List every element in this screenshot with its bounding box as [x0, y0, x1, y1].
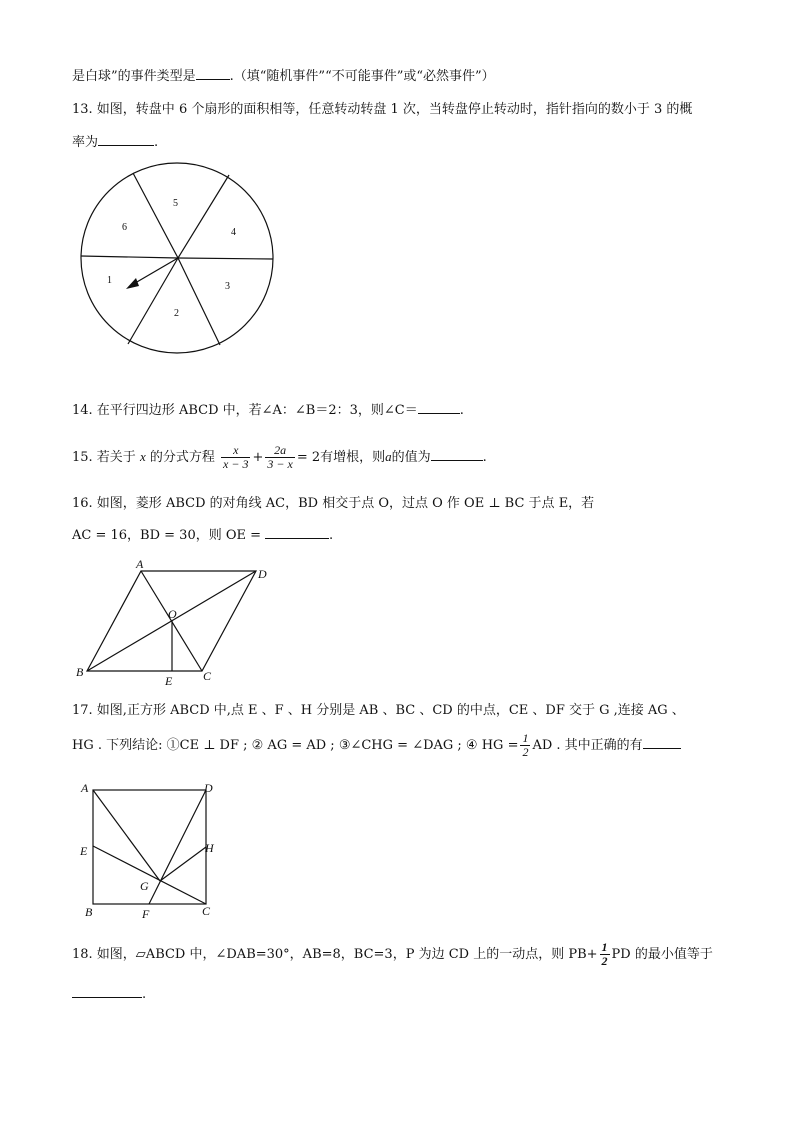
- q17-frac-denominator: 2: [522, 745, 529, 759]
- q18-period: .: [142, 987, 147, 1002]
- q14-line: [72, 401, 464, 419]
- q15-var-x: x: [139, 449, 146, 464]
- q15-text-post2: 的值为: [391, 450, 431, 465]
- q15-var-a: a: [385, 449, 392, 464]
- q15-answer-blank[interactable]: [431, 448, 483, 461]
- square-label-h: H: [205, 841, 214, 855]
- q13-period: .: [154, 135, 159, 150]
- q18-line1: [72, 939, 713, 971]
- q12-text-post: .（填“随机事件”“不可能事件”或“必然事件”）: [229, 69, 495, 84]
- rhombus-label-e: E: [165, 674, 173, 688]
- spinner-pointer: [126, 258, 178, 289]
- q18-answer-blank[interactable]: [72, 985, 142, 998]
- q12-line: [72, 67, 495, 85]
- square-label-b: B: [85, 905, 93, 919]
- rhombus-label-o: O: [168, 607, 177, 621]
- q17-line2: [72, 730, 681, 762]
- q15-fraction-2: [265, 444, 294, 471]
- square-label-c: C: [202, 904, 211, 918]
- sector-label-6: 6: [122, 222, 127, 233]
- q16-text: AC = 16，BD = 30，则 OE =: [72, 528, 262, 543]
- sector-label-4: 4: [231, 227, 236, 238]
- q15-f2-denominator: 3 − x: [267, 457, 293, 471]
- q15-f1-numerator: x: [221, 444, 250, 458]
- rhombus-figure: [72, 558, 282, 688]
- square-label-e: E: [80, 844, 88, 858]
- q18-line2: [72, 985, 146, 1003]
- spinner-figure: [80, 162, 275, 357]
- rhombus-label-a: A: [136, 557, 144, 571]
- q15-plus: +: [252, 450, 264, 465]
- rhombus-label-b: B: [76, 665, 84, 679]
- q15-equals: = 2: [296, 450, 321, 465]
- q15-text-mid: 的分式方程: [149, 450, 215, 465]
- q18-text-post: PD 的最小值等于: [611, 947, 713, 962]
- q12-text: 是白球”的事件类型是: [72, 69, 196, 84]
- q13-line2: [72, 133, 158, 151]
- square-figure: [76, 778, 226, 923]
- q14-answer-blank[interactable]: [418, 401, 460, 414]
- square-label-g: G: [140, 879, 149, 893]
- q17-fraction: [520, 732, 530, 759]
- q17-text-post: AD . 其中正确的有: [532, 738, 643, 753]
- q16-line2: [72, 526, 333, 544]
- q18-text: 18. 如图，▱ABCD 中，∠DAB=30°，AB=8，BC=3，P 为边 CD 上的一动点，则 PB+: [72, 947, 598, 962]
- rhombus-label-d: D: [258, 567, 267, 581]
- q15-text-post: 有增根，则: [320, 450, 386, 465]
- q15-text: 15. 若关于: [72, 450, 136, 465]
- sector-label-5: 5: [173, 198, 178, 209]
- q13-answer-blank[interactable]: [98, 133, 154, 146]
- q14-text: 14. 在平行四边形 ABCD 中，若∠A：∠B＝2：3，则∠C＝: [72, 403, 418, 418]
- q17-frac-numerator: 1: [522, 731, 529, 745]
- square-label-a: A: [81, 781, 89, 795]
- q15-period: .: [482, 450, 487, 465]
- q15-line: [72, 441, 487, 474]
- q15-f1-denominator: x − 3: [223, 457, 249, 471]
- q15-fraction-1: [221, 444, 250, 471]
- rhombus-lines: [87, 571, 256, 671]
- q18-frac-denominator: 2: [601, 954, 608, 968]
- q18-frac-numerator: 1: [601, 940, 608, 954]
- q17-line1: 17. 如图,正方形 ABCD 中,点 E 、F 、H 分别是 AB 、BC 、CD 的中点，CE 、DF 交于 G ,连接 AG 、: [72, 703, 685, 718]
- square-label-f: F: [142, 907, 150, 921]
- q12-answer-blank[interactable]: [196, 67, 230, 80]
- sector-label-2: 2: [174, 308, 179, 319]
- sector-label-1: 1: [107, 275, 112, 286]
- q14-period: .: [459, 403, 464, 418]
- sector-label-3: 3: [225, 281, 230, 292]
- q17-answer-blank[interactable]: [643, 736, 681, 749]
- q16-line1: 16. 如图，菱形 ABCD 的对角线 AC，BD 相交于点 O，过点 O 作 OE ⊥ BC 于点 E，若: [72, 496, 595, 511]
- square-label-d: D: [204, 781, 213, 795]
- q15-f2-numerator: 2a: [265, 444, 294, 458]
- rhombus-label-c: C: [203, 669, 212, 683]
- q13-text: 率为: [72, 135, 99, 150]
- q18-fraction: [600, 941, 610, 968]
- q16-period: .: [329, 528, 334, 543]
- q13-line1: 13. 如图，转盘中 6 个扇形的面积相等，任意转动转盘 1 次，当转盘停止转动时，指针指向的数小于 3 的概: [72, 102, 693, 117]
- square-lines: [93, 790, 206, 904]
- q17-text: HG . 下列结论: ①CE ⊥ DF ; ② AG = AD ; ③∠CHG = ∠DAG ; ④ HG =: [72, 738, 519, 753]
- q16-answer-blank[interactable]: [265, 526, 329, 539]
